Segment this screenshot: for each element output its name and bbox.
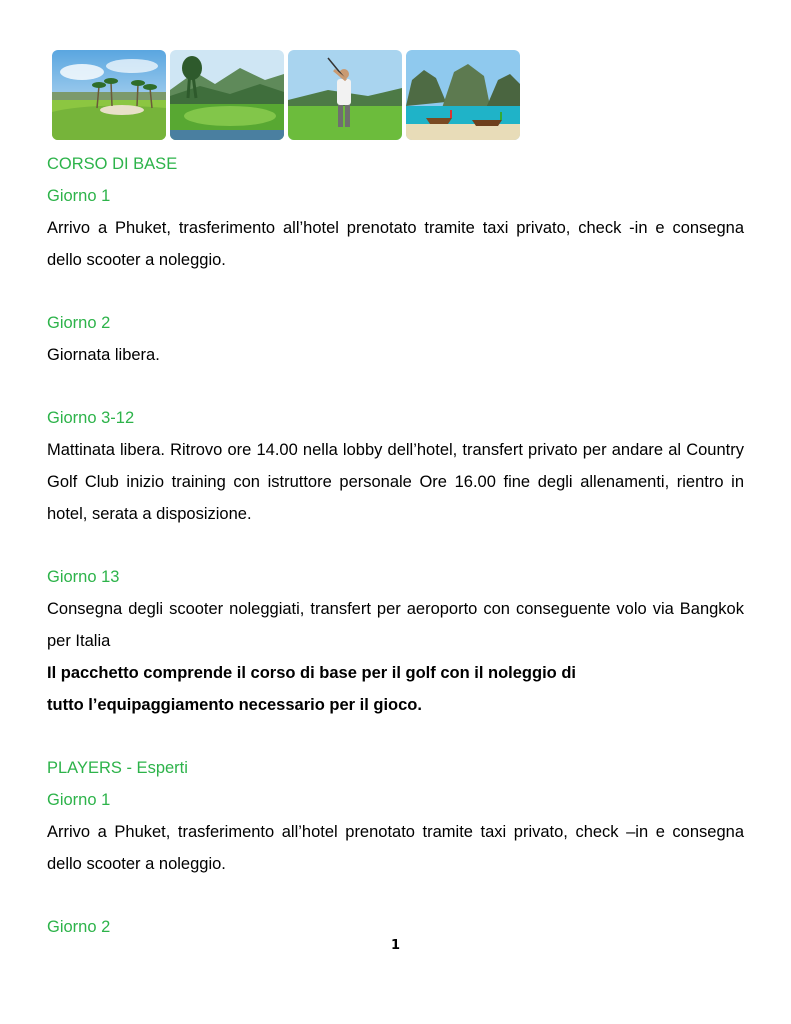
day-heading: Giorno 2 [47, 918, 111, 936]
day-description: Giornata libera. [47, 346, 160, 364]
golf-green-mountains-photo [170, 50, 284, 140]
day-description: Mattinata libera. Ritrovo ore 14.00 nella lobby dell’hotel, transfert privato per andare al Country Golf Club inizio training con istruttore personale Ore 16.00 fine degli allenamenti, rientro in hotel, serata a disposizione. [47, 441, 744, 523]
day-heading: Giorno 13 [47, 568, 120, 586]
document-body [47, 148, 744, 943]
day-heading: Giorno 1 [47, 187, 111, 205]
golfer-swing-photo [288, 50, 402, 140]
day-heading: Giorno 1 [47, 791, 111, 809]
day-heading: Giorno 3-12 [47, 409, 135, 427]
day-heading: Giorno 2 [47, 314, 111, 332]
day-description: Consegna degli scooter noleggiati, transfert per aeroporto con conseguente volo via Bangkok per Italia [47, 600, 744, 650]
photo-strip [52, 50, 520, 140]
page-number: 1 [390, 938, 401, 953]
golf-course-palms-photo [52, 50, 166, 140]
section-title-basic-course: CORSO DI BASE [47, 155, 178, 173]
beach-longtail-boats-photo [406, 50, 520, 140]
day-description: Arrivo a Phuket, trasferimento all’hotel prenotato tramite taxi privato, check -in e consegna dello scooter a noleggio. [47, 219, 744, 269]
package-note-line: Il pacchetto comprende il corso di base per il golf con il noleggio di [47, 664, 576, 682]
section-title-players: PLAYERS - Esperti [47, 759, 188, 777]
package-note-line: tutto l’equipaggiamento necessario per il gioco. [47, 696, 422, 714]
day-description: Arrivo a Phuket, trasferimento all’hotel prenotato tramite taxi privato, check –in e consegna dello scooter a noleggio. [47, 823, 744, 873]
